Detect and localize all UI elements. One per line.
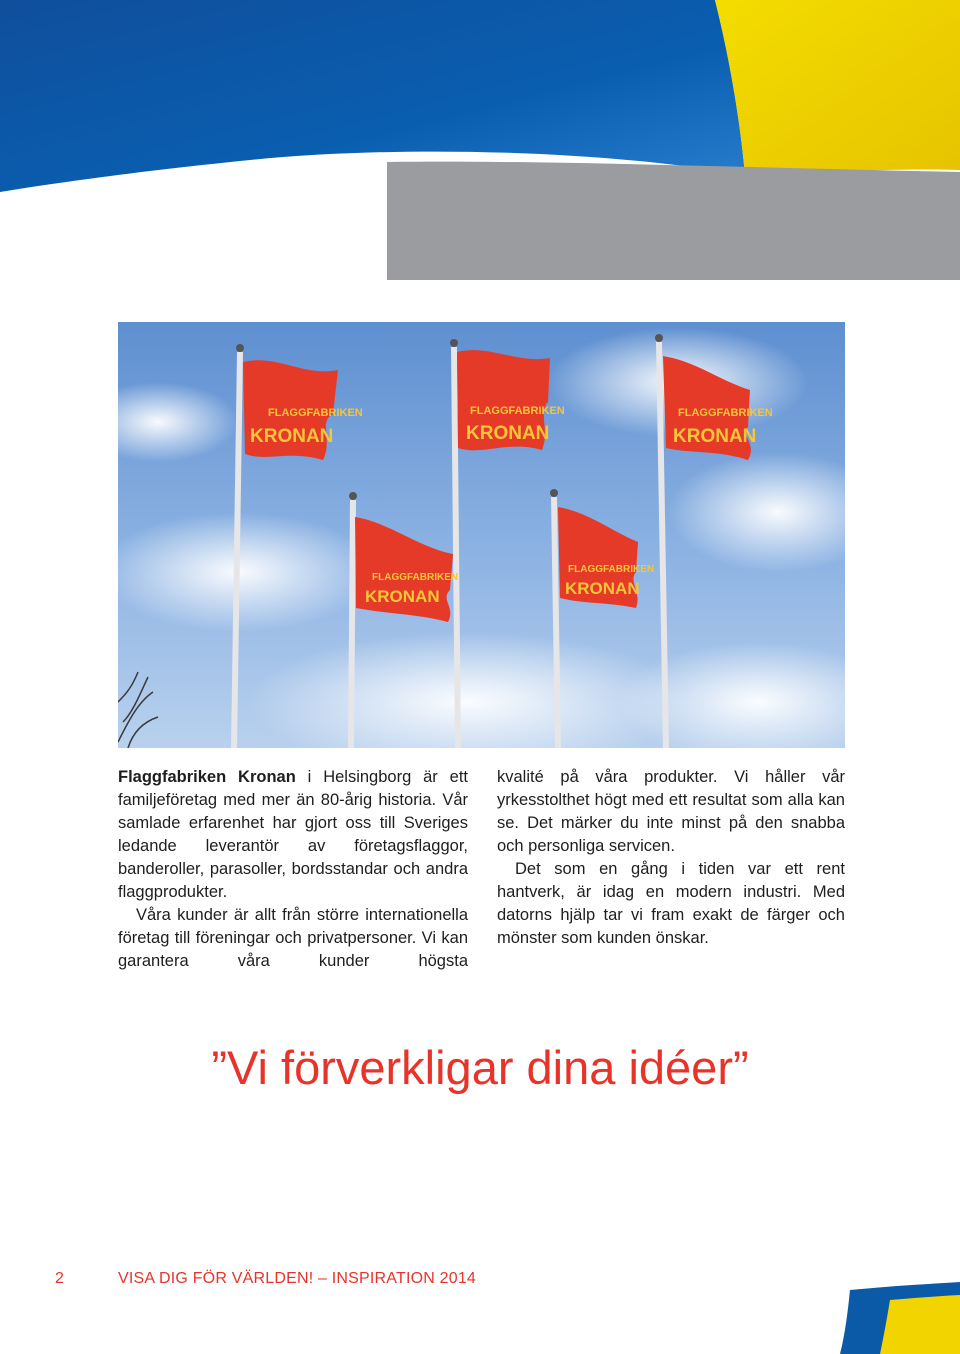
svg-text:KRONAN: KRONAN [250,426,334,447]
svg-text:KRONAN: KRONAN [365,587,440,606]
body-text-right-column [497,766,845,950]
corner-decoration [820,1280,960,1354]
customers-paragraph: Våra kunder är allt från större internationella företag till föreningar och privatpersoner. Vi kan garantera våra kunder högsta [118,906,468,970]
yellow-wave-shape [715,0,960,175]
company-name: Flaggfabriken Kronan [118,768,296,786]
svg-text:FLAGGFABRIKEN: FLAGGFABRIKEN [678,407,773,419]
quality-paragraph: kvalité på våra produkter. Vi håller vår yrkesstolthet högt med ett resultat som alla kan se. Det märker du inte minst på den snabba och personliga servicen. [497,768,845,855]
top-banner-graphic [0,0,960,280]
intro-text: i Helsingborg är ett familjeföretag med mer än 80-årig historia. Vår samlade erfarenhet har gjort oss till Sveriges ledande leverantör av företagsflaggor, banderoller, parasoller, bordsstandar och andra flaggprodukter. [118,768,468,901]
gray-wave-shape [387,162,960,280]
pull-quote: ”Vi förverkligar dina idéer” [211,1041,749,1094]
body-text-left-column [118,766,468,973]
svg-text:FLAGGFABRIKEN: FLAGGFABRIKEN [268,407,363,419]
svg-text:FLAGGFABRIKEN: FLAGGFABRIKEN [568,564,655,575]
industry-paragraph: Det som en gång i tiden var ett rent hantverk, är idag en modern industri. Med datorns hjälp tar vi fram exakt de färger och mönster som kunden önskar. [497,860,845,947]
svg-text:KRONAN: KRONAN [565,579,640,598]
intro-paragraph [118,766,468,904]
flags-photo [118,322,845,748]
svg-text:KRONAN: KRONAN [466,423,550,444]
footer-title: VISA DIG FÖR VÄRLDEN! – INSPIRATION 2014 [118,1270,477,1287]
page-number: 2 [55,1270,64,1287]
svg-text:FLAGGFABRIKEN: FLAGGFABRIKEN [372,572,459,583]
svg-text:FLAGGFABRIKEN: FLAGGFABRIKEN [470,405,565,417]
svg-text:KRONAN: KRONAN [673,426,757,447]
